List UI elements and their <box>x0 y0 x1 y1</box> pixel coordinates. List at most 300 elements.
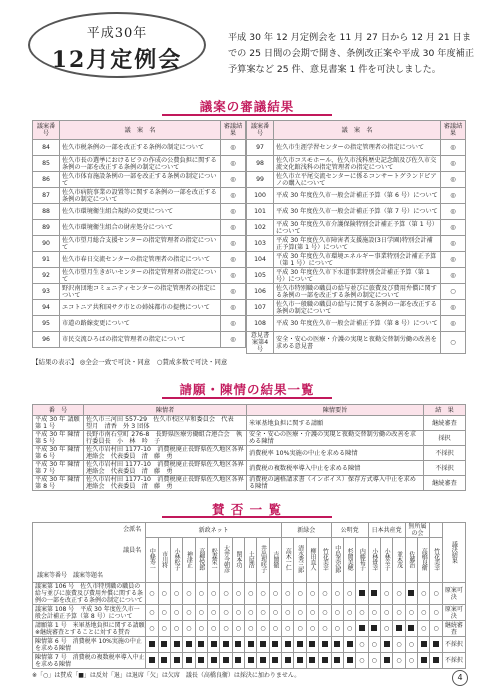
petition-number: 平成 30 年 陳情第 6 号 <box>33 446 84 461</box>
petition-result: 不採択 <box>424 461 466 476</box>
vote-row <box>33 637 466 653</box>
bill-name: 平成 30 年度佐久市一般会計補正予算（第 7 号）について <box>274 204 441 220</box>
member-name: 柳田直人 <box>308 548 316 570</box>
petition-row <box>33 431 466 446</box>
bill-result: ◎ <box>221 204 246 220</box>
member-name: 小林貴幸 <box>370 548 378 570</box>
vote-against-mark <box>322 657 328 663</box>
bill-row <box>33 316 246 332</box>
vote-row <box>33 605 466 621</box>
vote-against-mark <box>297 657 303 663</box>
bill-result: ◎ <box>441 252 466 268</box>
bill-number: 92 <box>33 268 60 284</box>
member-name: 中島美次郎 <box>333 545 341 573</box>
petition-gist: 米軍基地負担に関する請願 <box>247 416 424 431</box>
bill-row <box>247 284 466 300</box>
vote-against-mark <box>359 590 365 596</box>
member-name-header <box>418 538 430 583</box>
bill-number: 93 <box>33 284 60 300</box>
vote-cell <box>356 621 368 637</box>
vote-result-header <box>442 523 465 583</box>
vote-cell: ○ <box>220 605 232 621</box>
bill-name: 佐久市春日交流センターの指定管理者の指定について <box>60 252 221 268</box>
results-title-rule <box>162 114 332 116</box>
bill-number: 87 <box>33 188 60 204</box>
vote-bill-label: 議案第 108 号 平成 30 年度佐久市一般会計補正予算（第 8 号）について <box>33 605 146 621</box>
vote-against-mark <box>161 641 167 647</box>
bill-result: ◎ <box>441 188 466 204</box>
bill-result: ◎ <box>221 284 246 300</box>
bill-name: 佐久市コスモホール、佐久市浅科歴史記念館及び佐久市交流文化館浅科の指定管理者の指定について <box>274 156 441 172</box>
vote-cell: ○ <box>343 621 355 637</box>
member-name: 佐藤治 <box>407 550 415 568</box>
vote-cell <box>393 621 405 637</box>
vote-against-mark <box>347 641 353 647</box>
bill-name: 佐久市体育施設条例の一部を改正する条例の制定について <box>60 172 221 188</box>
petition-gist: 安全・安心の医療・介護の実現と夜勤交替制労働の改善を求める陳情 <box>247 431 424 446</box>
vote-against-mark <box>223 641 229 647</box>
bill-number: 105 <box>247 268 274 284</box>
petition-gist: 消費税の複数税率導入中止を求める陳情 <box>247 461 424 476</box>
vote-cell <box>331 653 343 669</box>
vote-cell: ○ <box>183 605 195 621</box>
petition-result: 継続審査 <box>424 416 466 431</box>
vote-cell <box>269 637 281 653</box>
bill-result: ◎ <box>441 236 466 252</box>
vote-against-mark <box>174 641 180 647</box>
petition-number: 平成 30 年 陳情第 5 号 <box>33 431 84 446</box>
vote-cell <box>368 583 380 605</box>
vote-cell: ○ <box>356 637 368 653</box>
bill-number: 104 <box>247 252 274 268</box>
bill-row <box>33 204 246 220</box>
bill-number: 97 <box>247 140 274 156</box>
bill-number: 89 <box>33 220 60 236</box>
bill-name: 佐久市立平尾交流センターに係るコンサートグランドピアノの購入について <box>274 172 441 188</box>
petitioner-header: 陳情者 <box>84 405 247 416</box>
petition-row <box>33 416 466 431</box>
bill-number: 94 <box>33 300 60 316</box>
vote-cell: ○ <box>195 605 207 621</box>
vote-cell <box>380 653 392 669</box>
vote-cell: ○ <box>257 605 269 621</box>
member-name-header <box>430 538 442 583</box>
vote-result: 不採択 <box>442 637 465 653</box>
bill-number: 100 <box>247 188 274 204</box>
member-name-header <box>306 538 318 583</box>
petitioner: 佐久市三河田 557-29 佐久市校区早和委員会 代表 望月 清香 外 3 団体 <box>84 416 247 431</box>
vote-cell: ○ <box>158 583 170 605</box>
member-name: 竹花美幸 <box>321 548 329 570</box>
corner-group-label: 会派名 <box>123 526 142 533</box>
bill-number: 84 <box>33 140 60 156</box>
col-result-header: 審議結果 <box>441 121 466 140</box>
member-name-header <box>158 538 170 583</box>
vote-result: 継続審査 <box>442 621 465 637</box>
vote-cell: ○ <box>195 583 207 605</box>
vote-cell: ○ <box>356 605 368 621</box>
vote-cell: ○ <box>183 583 195 605</box>
col-name-header: 議 案 名 <box>274 121 441 140</box>
bill-name: 佐久市税条例の一部を改正する条例の制定について <box>60 140 221 156</box>
bill-result: ◎ <box>221 172 246 188</box>
vote-cell: ○ <box>282 583 294 605</box>
bill-result: ◎ <box>441 204 466 220</box>
vote-cell: ○ <box>158 621 170 637</box>
issue-year: 平成30年 <box>86 26 148 41</box>
vote-cell <box>282 653 294 669</box>
bill-row <box>33 236 246 252</box>
vote-cell: ○ <box>405 637 417 653</box>
bill-name: 佐久市病院事業の設置等に関する条例の一部を改正する条例の制定について <box>60 188 221 204</box>
vote-against-mark <box>186 657 192 663</box>
bill-row <box>247 156 466 172</box>
vote-cell: ○ <box>282 605 294 621</box>
member-name: 高柳悦郎 <box>197 548 205 570</box>
bill-number: 86 <box>33 172 60 188</box>
vote-cell: ○ <box>368 653 380 669</box>
vote-cell: ○ <box>319 605 331 621</box>
petition-no-header: 番 号 <box>33 405 84 416</box>
petition-gist: 消費税の適格請求書（インボイス）保存方式導入中止を求める陳情 <box>247 476 424 491</box>
bill-result: ◎ <box>221 300 246 316</box>
bill-row <box>247 220 466 236</box>
vote-cell: ○ <box>430 605 442 621</box>
vote-cell: ○ <box>220 583 232 605</box>
member-name: 中條寿一 <box>148 548 156 570</box>
vote-against-mark <box>309 641 315 647</box>
vote-cell <box>220 653 232 669</box>
bill-row <box>247 172 466 188</box>
vote-cell <box>232 637 244 653</box>
petition-result-header: 結 果 <box>424 405 466 416</box>
vote-cell: ○ <box>430 583 442 605</box>
vote-cell: ○ <box>343 583 355 605</box>
bill-result: ◎ <box>441 140 466 156</box>
vote-cell <box>319 637 331 653</box>
vote-cell <box>257 637 269 653</box>
gist-header: 陳情要旨 <box>247 405 424 416</box>
col-name-header: 議 案 名 <box>60 121 221 140</box>
member-name-header <box>207 538 219 583</box>
vote-against-mark <box>408 590 414 596</box>
vote-cell: ○ <box>245 621 257 637</box>
vote-cell: ○ <box>418 583 430 605</box>
col-no-header: 議案番号 <box>247 121 274 140</box>
bill-row <box>33 332 246 348</box>
votes-title-rule <box>162 516 332 518</box>
vote-against-mark <box>421 657 427 663</box>
results-table-left <box>32 120 246 348</box>
bill-number: 108 <box>247 316 274 332</box>
vote-against-mark <box>211 657 217 663</box>
member-name-header <box>220 538 232 583</box>
vote-result: 原案可決 <box>442 583 465 605</box>
vote-against-mark <box>347 657 353 663</box>
vote-cell: ○ <box>368 605 380 621</box>
vote-cell: ○ <box>405 653 417 669</box>
vote-against-mark <box>433 641 439 647</box>
bill-number: 101 <box>247 204 274 220</box>
member-name-header <box>195 538 207 583</box>
vote-cell: ○ <box>207 621 219 637</box>
vote-against-mark <box>371 590 377 596</box>
vote-cell: ○ <box>269 583 281 605</box>
vote-row <box>33 653 466 669</box>
bill-name: 佐久市環境衛生組合の財産処分について <box>60 220 221 236</box>
intro-paragraph: 平成 30 年 12 月定例会を 11 月 27 日から 12 月 21 日までの 25 日間の会期で開き、条例改正案や平成 30 年度補正予算案など 25 件、意見書案 1 件を可決しました。 <box>228 32 475 75</box>
bill-result: ◎ <box>221 316 246 332</box>
petition-number: 平成 30 年 請願第 1 号 <box>33 416 84 431</box>
vote-against-mark <box>198 641 204 647</box>
bill-number: 107 <box>247 300 274 316</box>
vote-cell: ○ <box>158 605 170 621</box>
bill-row <box>33 252 246 268</box>
vote-against-mark <box>384 641 390 647</box>
vote-cell: ○ <box>146 605 158 621</box>
member-name-header <box>170 538 182 583</box>
bill-row <box>247 204 466 220</box>
vote-against-mark <box>322 641 328 647</box>
vote-cell: ○ <box>319 621 331 637</box>
vote-against-mark <box>174 657 180 663</box>
vote-against-mark <box>211 641 217 647</box>
col-result-header: 審議結果 <box>221 121 246 140</box>
bill-name: 野沢南団地コミュニティセンターの指定管理者の指定について <box>60 284 221 300</box>
petitioner: 長野市南石堂町 276-8 長野県医療労働組合連合会 執行委員長 小 林 吟 子 <box>84 431 247 446</box>
vote-cell: ○ <box>380 605 392 621</box>
member-name: 小林幸子 <box>383 548 391 570</box>
vote-against-mark <box>421 641 427 647</box>
vote-cell: ○ <box>294 605 306 621</box>
vote-cell <box>418 637 430 653</box>
member-name: 内藤祐子 <box>358 548 366 570</box>
vote-against-mark <box>235 641 241 647</box>
vote-cell <box>430 637 442 653</box>
vote-cell: ○ <box>430 621 442 637</box>
votes-corner-cell <box>33 523 146 583</box>
bill-number: 88 <box>33 204 60 220</box>
member-name-header <box>393 538 405 583</box>
vote-cell <box>245 653 257 669</box>
member-name: 吉岡徹 <box>271 550 279 568</box>
vote-cell <box>207 653 219 669</box>
vote-cell: ○ <box>331 621 343 637</box>
vote-cell <box>331 637 343 653</box>
vote-cell: ○ <box>380 583 392 605</box>
vote-cell <box>207 637 219 653</box>
member-name-header <box>146 538 158 583</box>
member-name-header <box>368 538 380 583</box>
vote-against-mark <box>260 641 266 647</box>
vote-against-mark <box>285 641 291 647</box>
vote-cell <box>343 653 355 669</box>
vote-cell: ○ <box>207 583 219 605</box>
vote-cell: ○ <box>393 653 405 669</box>
vote-against-mark <box>161 657 167 663</box>
vote-against-mark <box>223 657 229 663</box>
vote-against-mark <box>408 625 414 631</box>
member-name: 清水秀三郎 <box>296 545 304 573</box>
party-group-header: 無所属の会 <box>405 523 430 538</box>
corner-bill-label: 議案等番号 議案等題名 <box>37 572 104 579</box>
issue-title-oval <box>28 12 206 78</box>
bill-result: ◎ <box>221 268 246 284</box>
bill-result: ○ <box>441 284 466 300</box>
bill-result: ◎ <box>221 156 246 172</box>
vote-cell: ○ <box>183 621 195 637</box>
vote-cell <box>319 653 331 669</box>
vote-cell: ○ <box>294 621 306 637</box>
bill-result: ◎ <box>221 188 246 204</box>
member-name: 土屋浩 <box>247 550 255 568</box>
vote-cell: ○ <box>393 583 405 605</box>
vote-against-mark <box>248 641 254 647</box>
bill-result: ◎ <box>221 140 246 156</box>
bill-name: 平成 30 年度佐久市一般会計補正予算（第 8 号）について <box>274 316 441 332</box>
vote-cell: ○ <box>368 637 380 653</box>
bill-result: ◎ <box>441 156 466 172</box>
vote-cell: ○ <box>282 621 294 637</box>
bill-row <box>33 268 246 284</box>
vote-cell: ○ <box>418 605 430 621</box>
vote-cell <box>294 653 306 669</box>
corner-member-label: 議員名 <box>123 547 142 554</box>
vote-cell: ○ <box>306 621 318 637</box>
vote-cell <box>158 637 170 653</box>
vote-cell: ○ <box>269 621 281 637</box>
party-group-header: 日本共産党 <box>368 523 405 538</box>
bill-name: 佐久市環境衛生組合規約の変更について <box>60 204 221 220</box>
party-group-header: 公明党 <box>331 523 368 538</box>
bill-result: ◎ <box>221 332 246 348</box>
vote-cell: ○ <box>405 605 417 621</box>
bill-name: 佐久市望月総合支援センターの指定管理者の指定について <box>60 236 221 252</box>
vote-cell: ○ <box>319 583 331 605</box>
petition-gist: 消費税率 10%実施の中止を求める陳情 <box>247 446 424 461</box>
vote-cell: ○ <box>306 605 318 621</box>
vote-cell: ○ <box>170 605 182 621</box>
member-name-header <box>269 538 281 583</box>
vote-cell <box>430 653 442 669</box>
vote-cell <box>306 653 318 669</box>
member-name-header <box>257 538 269 583</box>
bill-number: 95 <box>33 316 60 332</box>
petitioner: 佐久市岩村田 1177-10 消費税廃止長野県佐久地区各界連絡会 代表委員 清 藤 勇 <box>84 476 247 491</box>
vote-cell: ○ <box>269 605 281 621</box>
bill-result: ○ <box>441 332 466 354</box>
member-name: 高木一仁 <box>284 548 292 570</box>
bill-number: 91 <box>33 252 60 268</box>
bill-row <box>247 268 466 284</box>
member-name: 小林松子 <box>173 548 181 570</box>
vote-cell: ○ <box>245 605 257 621</box>
vote-cell: ○ <box>146 583 158 605</box>
petitions-table <box>32 404 466 491</box>
vote-cell <box>245 637 257 653</box>
vote-cell <box>146 653 158 669</box>
member-name: 関本功 <box>234 550 242 568</box>
vote-against-mark <box>384 657 390 663</box>
bill-name: 平成 30 年度佐久市障害者支援施設(3日学園)特別会計補正予算(第 1 号）について <box>274 236 441 252</box>
bill-name: エコトニア共和国サク市との姉妹都市の提携について <box>60 300 221 316</box>
bill-number: 90 <box>33 236 60 252</box>
bill-name: 佐久市一般職の職員の給与に関する条例の一部を改正する条例の制定について <box>274 300 441 316</box>
member-name-header <box>356 538 368 583</box>
bill-row <box>33 300 246 316</box>
bill-row <box>33 220 246 236</box>
vote-bill-label: 議案第 106 号 佐久市特別職の職員の給与並びに旅費及び費用弁償に関する条例の一部を改正する条例の制定について <box>33 583 146 605</box>
vote-cell <box>195 653 207 669</box>
member-name: 杉岡美穂 <box>346 548 354 570</box>
vote-against-mark <box>334 657 340 663</box>
vote-bill-label: 陳情第 7 号 消費税の複数税率導入中止を求める陳情 <box>33 653 146 669</box>
vote-cell <box>380 637 392 653</box>
vote-cell: ○ <box>232 621 244 637</box>
vote-against-mark <box>297 641 303 647</box>
bill-result: ◎ <box>221 236 246 252</box>
vote-cell <box>343 637 355 653</box>
bill-name: 佐久市生涯学習センターの指定管理者の指定について <box>274 140 441 156</box>
vote-cell: ○ <box>356 653 368 669</box>
vote-cell <box>368 621 380 637</box>
member-name: 竹花美幸 <box>432 548 440 570</box>
results-legend-note: 【結果の表示】 ◎全会一致で可決・同意 ○賛成多数で可決・同意 <box>32 358 228 366</box>
vote-cell <box>269 653 281 669</box>
vote-cell <box>306 637 318 653</box>
bill-name: 平成 30 年度佐久市介護保険特別会計補正予算（第 1 号）について <box>274 220 441 236</box>
vote-against-mark <box>260 657 266 663</box>
bill-name: 平成 30 年度佐久市環境エネルギー事業特別会計補正予算（第 1 号）について <box>274 252 441 268</box>
vote-row <box>33 583 466 605</box>
vote-against-mark <box>272 641 278 647</box>
petitioner: 佐久市岩村田 1177-10 消費税廃止長野県佐久地区各界連絡会 代表委員 清 藤 勇 <box>84 446 247 461</box>
vote-cell: ○ <box>207 605 219 621</box>
vote-row <box>33 621 466 637</box>
bill-row <box>33 284 246 300</box>
vote-bill-label: 陳情第 6 号 消費税率 10%実施の中止を求める陳情 <box>33 637 146 653</box>
bill-result: ◎ <box>441 220 466 236</box>
vote-cell: ○ <box>331 583 343 605</box>
vote-cell: ○ <box>245 583 257 605</box>
vote-cell <box>195 637 207 653</box>
bill-number: 96 <box>33 332 60 348</box>
vote-cell <box>232 653 244 669</box>
bill-name: 市道の路線変更について <box>60 316 221 332</box>
bill-name: 佐久市望月生きがいセンターの指定管理者の指定について <box>60 268 221 284</box>
vote-against-mark <box>149 641 155 647</box>
bill-row <box>247 316 466 332</box>
petitioner: 佐久市岩村田 1177-10 消費税廃止長野県佐久地区各界連絡会 代表委員 清 藤 勇 <box>84 461 247 476</box>
member-name: 大井今朝彦 <box>222 545 230 573</box>
vote-cell <box>282 637 294 653</box>
vote-cell <box>158 653 170 669</box>
member-name-header <box>183 538 195 583</box>
bill-number: 102 <box>247 220 274 236</box>
member-name: 松森栄一 <box>210 548 218 570</box>
petition-result: 継続審査 <box>424 476 466 491</box>
member-name-header <box>245 538 257 583</box>
bill-row <box>247 140 466 156</box>
bill-result: ◎ <box>441 172 466 188</box>
vote-cell: ○ <box>294 583 306 605</box>
vote-against-mark <box>359 625 365 631</box>
vote-against-mark <box>433 657 439 663</box>
bill-name: 佐久市長の選挙におけるビラの作成の公費負担に関する条例の一部を改正する条例の制定について <box>60 156 221 172</box>
vote-cell: ○ <box>306 583 318 605</box>
vote-against-mark <box>186 641 192 647</box>
bill-number: 99 <box>247 172 274 188</box>
